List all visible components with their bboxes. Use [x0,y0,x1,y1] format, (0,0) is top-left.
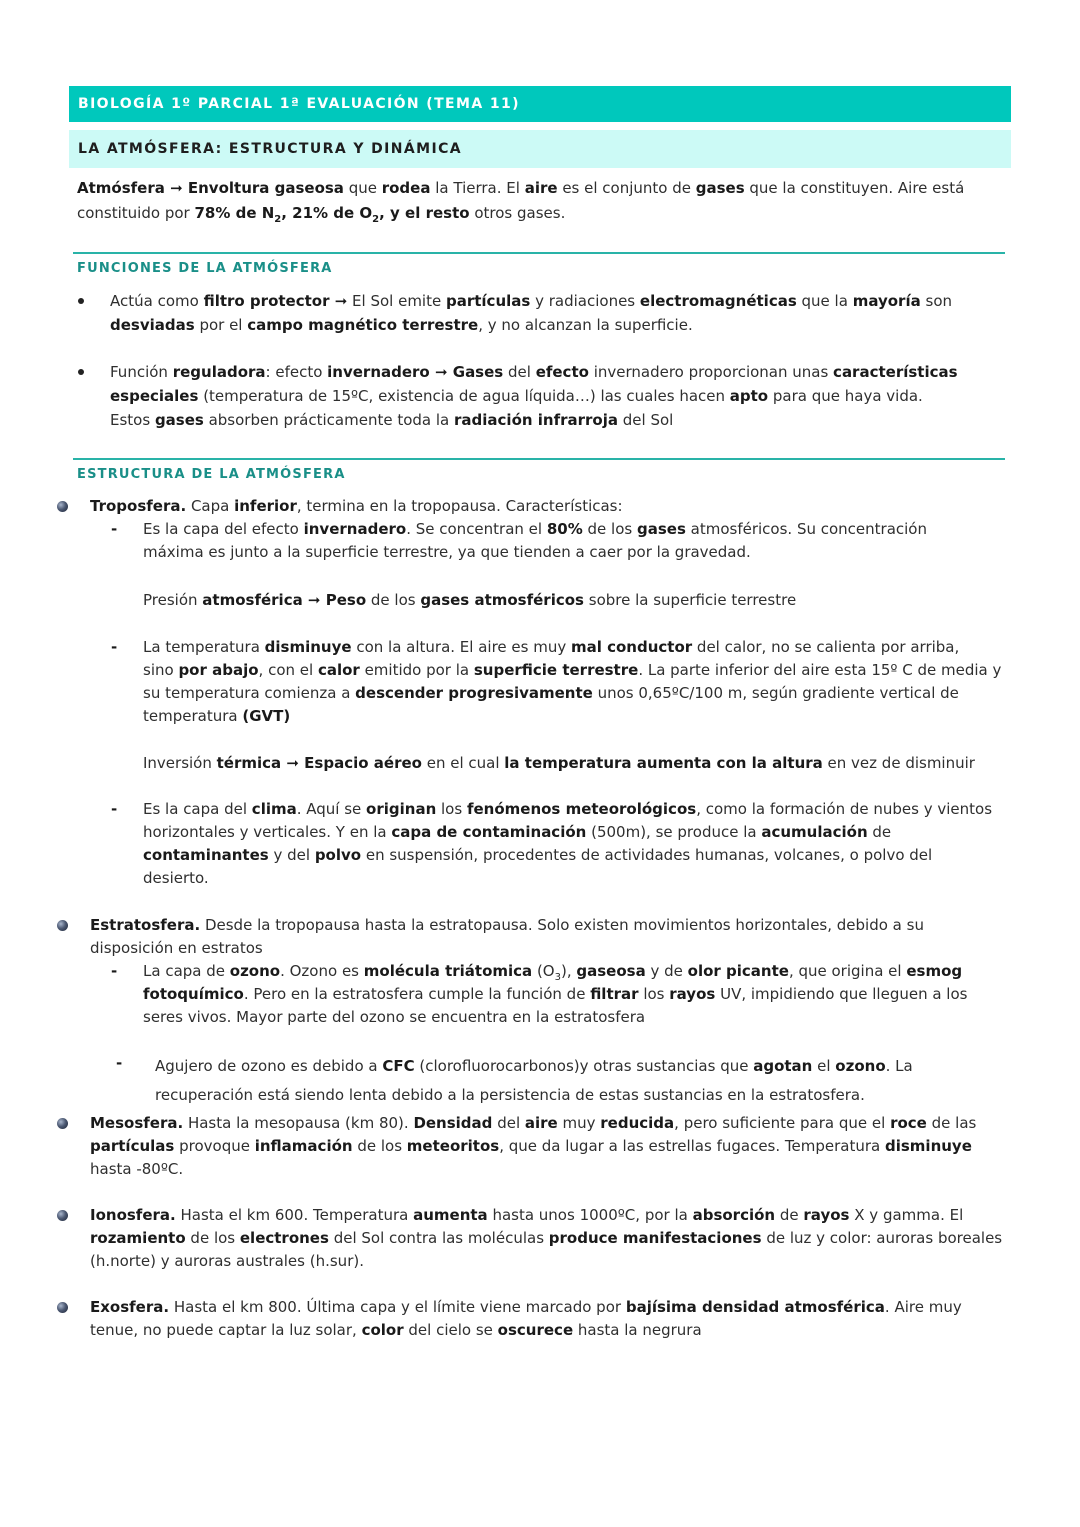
bullet-icon [78,298,84,304]
exosphere-text: Exosfera. Hasta el km 800. Última capa y el límite viene marcado por bajísima densidad atmosférica. Aire muy tenue, no puede captar la luz solar, color del cielo se oscurece hasta la negrura [90,1298,962,1339]
section-title-banner [69,130,1011,168]
dash-marker: - [111,800,118,818]
bullet-orb-icon [57,1118,68,1129]
document-title-banner [69,86,1011,122]
bullet-orb-icon [57,501,68,512]
bullet-orb-icon [57,920,68,931]
functions-heading: FUNCIONES DE LA ATMÓSFERA [77,261,333,276]
stratosphere-point-2: Agujero de ozono es debido a CFC (clorofluorocarbonos)y otras sustancias que agotan el ozono. La recuperación está siendo lenta debido a la persistencia de estas sustancias en la estratosfera. [155,1057,913,1104]
troposphere-point-1: Es la capa del efecto invernadero. Se concentran el 80% de los gases atmosféricos. Su concentración máxima es junto a la superficie terrestre, ya que tienden a caer por la gravedad. [143,520,927,561]
bullet-icon [78,369,84,375]
section-title: LA ATMÓSFERA: ESTRUCTURA Y DINÁMICA [78,141,462,157]
bullet-orb-icon [57,1210,68,1221]
structure-heading: ESTRUCTURA DE LA ATMÓSFERA [77,467,346,482]
stratosphere-title-line: Estratosfera. Desde la tropopausa hasta la estratopausa. Solo existen movimientos horizontales, debido a su disposición en estratos [90,916,924,957]
dash-marker: - [111,962,118,980]
thermal-inversion-definition: Inversión térmica ➞ Espacio aéreo en el cual la temperatura aumenta con la altura en vez de disminuir [143,754,975,772]
dash-marker: - [116,1054,123,1072]
function-protector-text: Actúa como filtro protector ➞ El Sol emite partículas y radiaciones electromagnéticas que la mayoría son desviadas por el campo magnético terrestre, y no alcanzan la superficie. [110,292,953,334]
dash-marker: - [111,638,118,656]
stratosphere-point-1: La capa de ozono. Ozono es molécula triátomica $(O_3)$, gaseosa y de olor picante, que origina el esmog fotoquímico. Pero en la estratosfera cumple la función de filtrar los rayos UV, impidiendo que lleguen a los seres vivos. Mayor parte del ozono se encuentra en la estratosfera [143,962,968,1026]
troposphere-point-3: Es la capa del clima. Aquí se originan los fenómenos meteorológicos, como la formación de nubes y vientos horizontales y verticales. Y en la capa de contaminación (500m), se produce la acumulación de contaminantes y del polvo en suspensión, procedentes de actividades humanas, volcanes, o polvo del desierto. [143,800,993,887]
dash-marker: - [111,520,118,538]
intro-paragraph: Atmósfera ➞ Envoltura gaseosa que rodea la Tierra. El aire es el conjunto de gases que la constituyen. Aire está constituido por 78% de $N_2$, 21% de $O_2$, y el resto otros gases. [77,179,965,225]
section-divider [73,252,1005,254]
troposphere-title-line: Troposfera. Capa inferior, termina en la tropopausa. Características: [90,497,623,515]
function-regulator-text: Función reguladora: efecto invernadero ➞ Gases del efecto invernadero proporcionan unas características especiales (temperatura de 15ºC, existencia de agua líquida…) las cuales hacen apto para que haya vida. Estos gases absorben prácticamente toda la radiación infrarroja del Sol [110,363,958,429]
document-title: BIOLOGÍA 1º PARCIAL 1ª EVALUACIÓN (TEMA 11) [78,96,520,112]
troposphere-point-2: La temperatura disminuye con la altura. El aire es muy mal conductor del calor, no se calienta por arriba, sino por abajo, con el calor emitido por la superficie terrestre. La parte inferior del aire esta 15º C de media y su temperatura comienza a descender progresivamente unos 0,65ºC/100 m, según gradiente vertical de temperatura (GVT) [143,638,1002,725]
pressure-definition: Presión atmosférica ➞ Peso de los gases atmosféricos sobre la superficie terrestre [143,591,797,609]
mesosphere-text: Mesosfera. Hasta la mesopausa (km 80). Densidad del aire muy reducida, pero suficiente para que el roce de las partículas provoque inflamación de los meteoritos, que da lugar a las estrellas fugaces. Temperatura disminuye hasta -80ºC. [90,1114,977,1178]
section-divider [73,458,1005,460]
ionosphere-text: Ionosfera. Hasta el km 600. Temperatura aumenta hasta unos 1000ºC, por la absorción de rayos X y gamma. El rozamiento de los electrones del Sol contra las moléculas produce manifestaciones de luz y color: auroras boreales (h.norte) y auroras australes (h.sur). [90,1206,1003,1270]
bullet-orb-icon [57,1302,68,1313]
